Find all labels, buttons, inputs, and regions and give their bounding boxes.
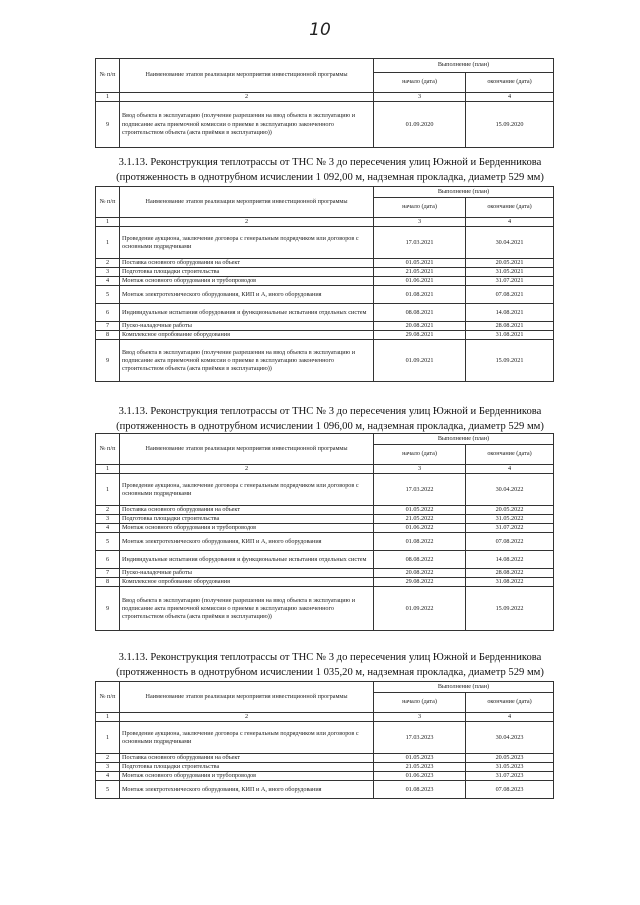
row-start: 29.08.2021 bbox=[374, 331, 466, 340]
row-stage: Ввод объекта в эксплуатацию (получение разрешения на ввод объекта в эксплуатацию и подписание акта приемочной комиссии о приемке в эксплуатацию законченного строительством объекта (акта приёмки в эксплуатацию)) bbox=[120, 102, 374, 148]
table-row bbox=[96, 551, 554, 569]
row-end: 31.05.2021 bbox=[466, 268, 554, 277]
col-header-num: № п/п bbox=[96, 434, 120, 465]
section-heading: 3.1.13. Реконструкция теплотрассы от ТНС № 3 до пересечения улиц Южной и Берденникова (протяженность в однотрубном исчислении 1 096,00 м, надземная прокладка, диаметр 529 мм) bbox=[116, 406, 544, 432]
table-row bbox=[96, 722, 554, 754]
row-start: 17.03.2022 bbox=[374, 474, 466, 506]
row-stage: Подготовка площадки строительства bbox=[120, 268, 374, 277]
row-end: 20.05.2022 bbox=[466, 506, 554, 515]
row-start: 20.08.2021 bbox=[374, 322, 466, 331]
row-num: 6 bbox=[96, 304, 120, 322]
col-index: 1 bbox=[96, 218, 120, 227]
col-index: 2 bbox=[120, 465, 374, 474]
row-num: 3 bbox=[96, 268, 120, 277]
row-stage: Подготовка площадки строительства bbox=[120, 763, 374, 772]
col-index: 4 bbox=[466, 713, 554, 722]
table-row bbox=[96, 515, 554, 524]
row-end: 30.04.2023 bbox=[466, 722, 554, 754]
col-header-stage: Наименование этапов реализации мероприятия инвестиционной программы bbox=[120, 59, 374, 93]
col-index: 4 bbox=[466, 93, 554, 102]
row-num: 7 bbox=[96, 322, 120, 331]
row-start: 20.08.2022 bbox=[374, 569, 466, 578]
table-row bbox=[96, 578, 554, 587]
row-start: 17.03.2021 bbox=[374, 227, 466, 259]
row-stage: Поставка основного оборудования на объект bbox=[120, 754, 374, 763]
row-num: 9 bbox=[96, 587, 120, 631]
row-end: 28.08.2022 bbox=[466, 569, 554, 578]
page-number: 10 bbox=[309, 20, 331, 40]
table-row bbox=[96, 322, 554, 331]
col-index: 4 bbox=[466, 218, 554, 227]
row-end: 28.08.2021 bbox=[466, 322, 554, 331]
col-index: 2 bbox=[120, 218, 374, 227]
row-end: 15.09.2021 bbox=[466, 340, 554, 382]
row-end: 31.07.2021 bbox=[466, 277, 554, 286]
row-num: 7 bbox=[96, 569, 120, 578]
row-num: 2 bbox=[96, 506, 120, 515]
row-num: 3 bbox=[96, 515, 120, 524]
row-num: 2 bbox=[96, 754, 120, 763]
row-start: 01.08.2022 bbox=[374, 533, 466, 551]
row-end: 31.08.2021 bbox=[466, 331, 554, 340]
row-end: 30.04.2021 bbox=[466, 227, 554, 259]
table-row bbox=[96, 524, 554, 533]
row-stage: Проведение аукциона, заключение договора с генеральным подрядчиком или договоров с основными подрядчиками bbox=[120, 227, 374, 259]
row-start: 01.06.2022 bbox=[374, 524, 466, 533]
table-row bbox=[96, 569, 554, 578]
row-stage: Монтаж электротехнического оборудования, КИП и А, иного оборудования bbox=[120, 286, 374, 304]
col-header-start: начало (дата) bbox=[374, 693, 466, 713]
row-num: 5 bbox=[96, 286, 120, 304]
row-start: 21.05.2023 bbox=[374, 763, 466, 772]
row-stage: Комплексное опробование оборудования bbox=[120, 578, 374, 587]
row-start: 21.05.2022 bbox=[374, 515, 466, 524]
table-row bbox=[96, 587, 554, 631]
row-stage: Монтаж электротехнического оборудования, КИП и А, иного оборудования bbox=[120, 533, 374, 551]
row-stage: Поставка основного оборудования на объект bbox=[120, 506, 374, 515]
row-num: 8 bbox=[96, 578, 120, 587]
row-stage: Поставка основного оборудования на объект bbox=[120, 259, 374, 268]
col-index: 3 bbox=[374, 465, 466, 474]
row-end: 14.08.2022 bbox=[466, 551, 554, 569]
table-row bbox=[96, 772, 554, 781]
row-end: 20.05.2023 bbox=[466, 754, 554, 763]
schedule-table bbox=[95, 681, 554, 799]
table-row bbox=[96, 259, 554, 268]
row-end: 07.08.2023 bbox=[466, 781, 554, 799]
col-index: 1 bbox=[96, 93, 120, 102]
row-stage: Индивидуальные испытания оборудования и функциональные испытания отдельных систем bbox=[120, 551, 374, 569]
col-index: 3 bbox=[374, 218, 466, 227]
col-header-end: окончание (дата) bbox=[466, 693, 554, 713]
table-row bbox=[96, 102, 554, 148]
row-end: 15.09.2020 bbox=[466, 102, 554, 148]
col-header-end: окончание (дата) bbox=[466, 73, 554, 93]
row-end: 07.08.2022 bbox=[466, 533, 554, 551]
row-stage: Пуско-наладочные работы bbox=[120, 569, 374, 578]
table-row bbox=[96, 533, 554, 551]
row-stage: Проведение аукциона, заключение договора с генеральным подрядчиком или договоров с основными подрядчиками bbox=[120, 722, 374, 754]
row-stage: Комплексное опробование оборудования bbox=[120, 331, 374, 340]
row-end: 31.08.2022 bbox=[466, 578, 554, 587]
col-header-stage: Наименование этапов реализации мероприятия инвестиционной программы bbox=[120, 187, 374, 218]
row-start: 01.09.2022 bbox=[374, 587, 466, 631]
row-num: 4 bbox=[96, 524, 120, 533]
col-index: 2 bbox=[120, 713, 374, 722]
row-end: 31.07.2022 bbox=[466, 524, 554, 533]
row-end: 20.05.2021 bbox=[466, 259, 554, 268]
row-stage: Пуско-наладочные работы bbox=[120, 322, 374, 331]
row-num: 9 bbox=[96, 340, 120, 382]
col-header-end: окончание (дата) bbox=[466, 445, 554, 465]
row-num: 9 bbox=[96, 102, 120, 148]
row-stage: Монтаж электротехнического оборудования, КИП и А, иного оборудования bbox=[120, 781, 374, 799]
row-start: 01.05.2021 bbox=[374, 259, 466, 268]
col-index: 2 bbox=[120, 93, 374, 102]
row-end: 07.08.2021 bbox=[466, 286, 554, 304]
table-row bbox=[96, 506, 554, 515]
col-header-exec: Выполнение (план) bbox=[374, 59, 554, 73]
col-header-num: № п/п bbox=[96, 59, 120, 93]
row-end: 31.05.2023 bbox=[466, 763, 554, 772]
section-heading: 3.1.13. Реконструкция теплотрассы от ТНС № 3 до пересечения улиц Южной и Берденникова (протяженность в однотрубном исчислении 1 092,00 м, надземная прокладка, диаметр 529 мм) bbox=[116, 157, 544, 183]
col-header-stage: Наименование этапов реализации мероприятия инвестиционной программы bbox=[120, 682, 374, 713]
row-start: 01.06.2021 bbox=[374, 277, 466, 286]
row-stage: Подготовка площадки строительства bbox=[120, 515, 374, 524]
col-header-exec: Выполнение (план) bbox=[374, 682, 554, 693]
row-stage: Проведение аукциона, заключение договора с генеральным подрядчиком или договоров с основными подрядчиками bbox=[120, 474, 374, 506]
col-header-start: начало (дата) bbox=[374, 445, 466, 465]
row-start: 01.08.2023 bbox=[374, 781, 466, 799]
table-row bbox=[96, 227, 554, 259]
row-stage: Монтаж основного оборудования и трубопроводов bbox=[120, 772, 374, 781]
col-header-exec: Выполнение (план) bbox=[374, 434, 554, 445]
row-num: 3 bbox=[96, 763, 120, 772]
row-stage: Ввод объекта в эксплуатацию (получение разрешения на ввод объекта в эксплуатацию и подписание акта приемочной комиссии о приемке в эксплуатацию законченного строительством объекта (акта приёмки в эксплуатацию)) bbox=[120, 587, 374, 631]
table-row bbox=[96, 268, 554, 277]
row-num: 2 bbox=[96, 259, 120, 268]
table-row bbox=[96, 340, 554, 382]
row-start: 01.08.2021 bbox=[374, 286, 466, 304]
table-row bbox=[96, 277, 554, 286]
col-header-num: № п/п bbox=[96, 682, 120, 713]
col-header-start: начало (дата) bbox=[374, 198, 466, 218]
schedule-table-continuation bbox=[95, 58, 554, 148]
schedule-table bbox=[95, 433, 554, 631]
row-stage: Монтаж основного оборудования и трубопроводов bbox=[120, 524, 374, 533]
row-start: 01.09.2021 bbox=[374, 340, 466, 382]
row-num: 1 bbox=[96, 722, 120, 754]
col-header-stage: Наименование этапов реализации мероприятия инвестиционной программы bbox=[120, 434, 374, 465]
row-start: 01.06.2023 bbox=[374, 772, 466, 781]
col-index: 1 bbox=[96, 465, 120, 474]
row-end: 14.08.2021 bbox=[466, 304, 554, 322]
row-start: 08.08.2022 bbox=[374, 551, 466, 569]
table-row bbox=[96, 781, 554, 799]
col-header-exec: Выполнение (план) bbox=[374, 187, 554, 198]
table-row bbox=[96, 286, 554, 304]
row-num: 5 bbox=[96, 533, 120, 551]
row-stage: Монтаж основного оборудования и трубопроводов bbox=[120, 277, 374, 286]
row-start: 21.05.2021 bbox=[374, 268, 466, 277]
row-num: 4 bbox=[96, 772, 120, 781]
row-num: 8 bbox=[96, 331, 120, 340]
section-heading: 3.1.13. Реконструкция теплотрассы от ТНС № 3 до пересечения улиц Южной и Берденникова (протяженность в однотрубном исчислении 1 035,20 м, надземная прокладка, диаметр 529 мм) bbox=[116, 652, 544, 678]
schedule-table bbox=[95, 186, 554, 382]
row-stage: Ввод объекта в эксплуатацию (получение разрешения на ввод объекта в эксплуатацию и подписание акта приемочной комиссии о приемке в эксплуатацию законченного строительством объекта (акта приёмки в эксплуатацию)) bbox=[120, 340, 374, 382]
row-start: 01.05.2022 bbox=[374, 506, 466, 515]
row-num: 6 bbox=[96, 551, 120, 569]
col-index: 3 bbox=[374, 93, 466, 102]
row-num: 1 bbox=[96, 474, 120, 506]
row-stage: Индивидуальные испытания оборудования и функциональные испытания отдельных систем bbox=[120, 304, 374, 322]
row-start: 01.05.2023 bbox=[374, 754, 466, 763]
col-header-num: № п/п bbox=[96, 187, 120, 218]
row-num: 1 bbox=[96, 227, 120, 259]
table-row bbox=[96, 763, 554, 772]
table-row bbox=[96, 304, 554, 322]
row-start: 08.08.2021 bbox=[374, 304, 466, 322]
col-header-start: начало (дата) bbox=[374, 73, 466, 93]
row-start: 29.08.2022 bbox=[374, 578, 466, 587]
table-row bbox=[96, 474, 554, 506]
col-index: 4 bbox=[466, 465, 554, 474]
row-end: 15.09.2022 bbox=[466, 587, 554, 631]
col-index: 1 bbox=[96, 713, 120, 722]
row-start: 01.09.2020 bbox=[374, 102, 466, 148]
table-row bbox=[96, 754, 554, 763]
row-end: 31.05.2022 bbox=[466, 515, 554, 524]
row-num: 5 bbox=[96, 781, 120, 799]
row-start: 17.03.2023 bbox=[374, 722, 466, 754]
table-row bbox=[96, 331, 554, 340]
row-num: 4 bbox=[96, 277, 120, 286]
col-header-end: окончание (дата) bbox=[466, 198, 554, 218]
col-index: 3 bbox=[374, 713, 466, 722]
row-end: 31.07.2023 bbox=[466, 772, 554, 781]
row-end: 30.04.2022 bbox=[466, 474, 554, 506]
